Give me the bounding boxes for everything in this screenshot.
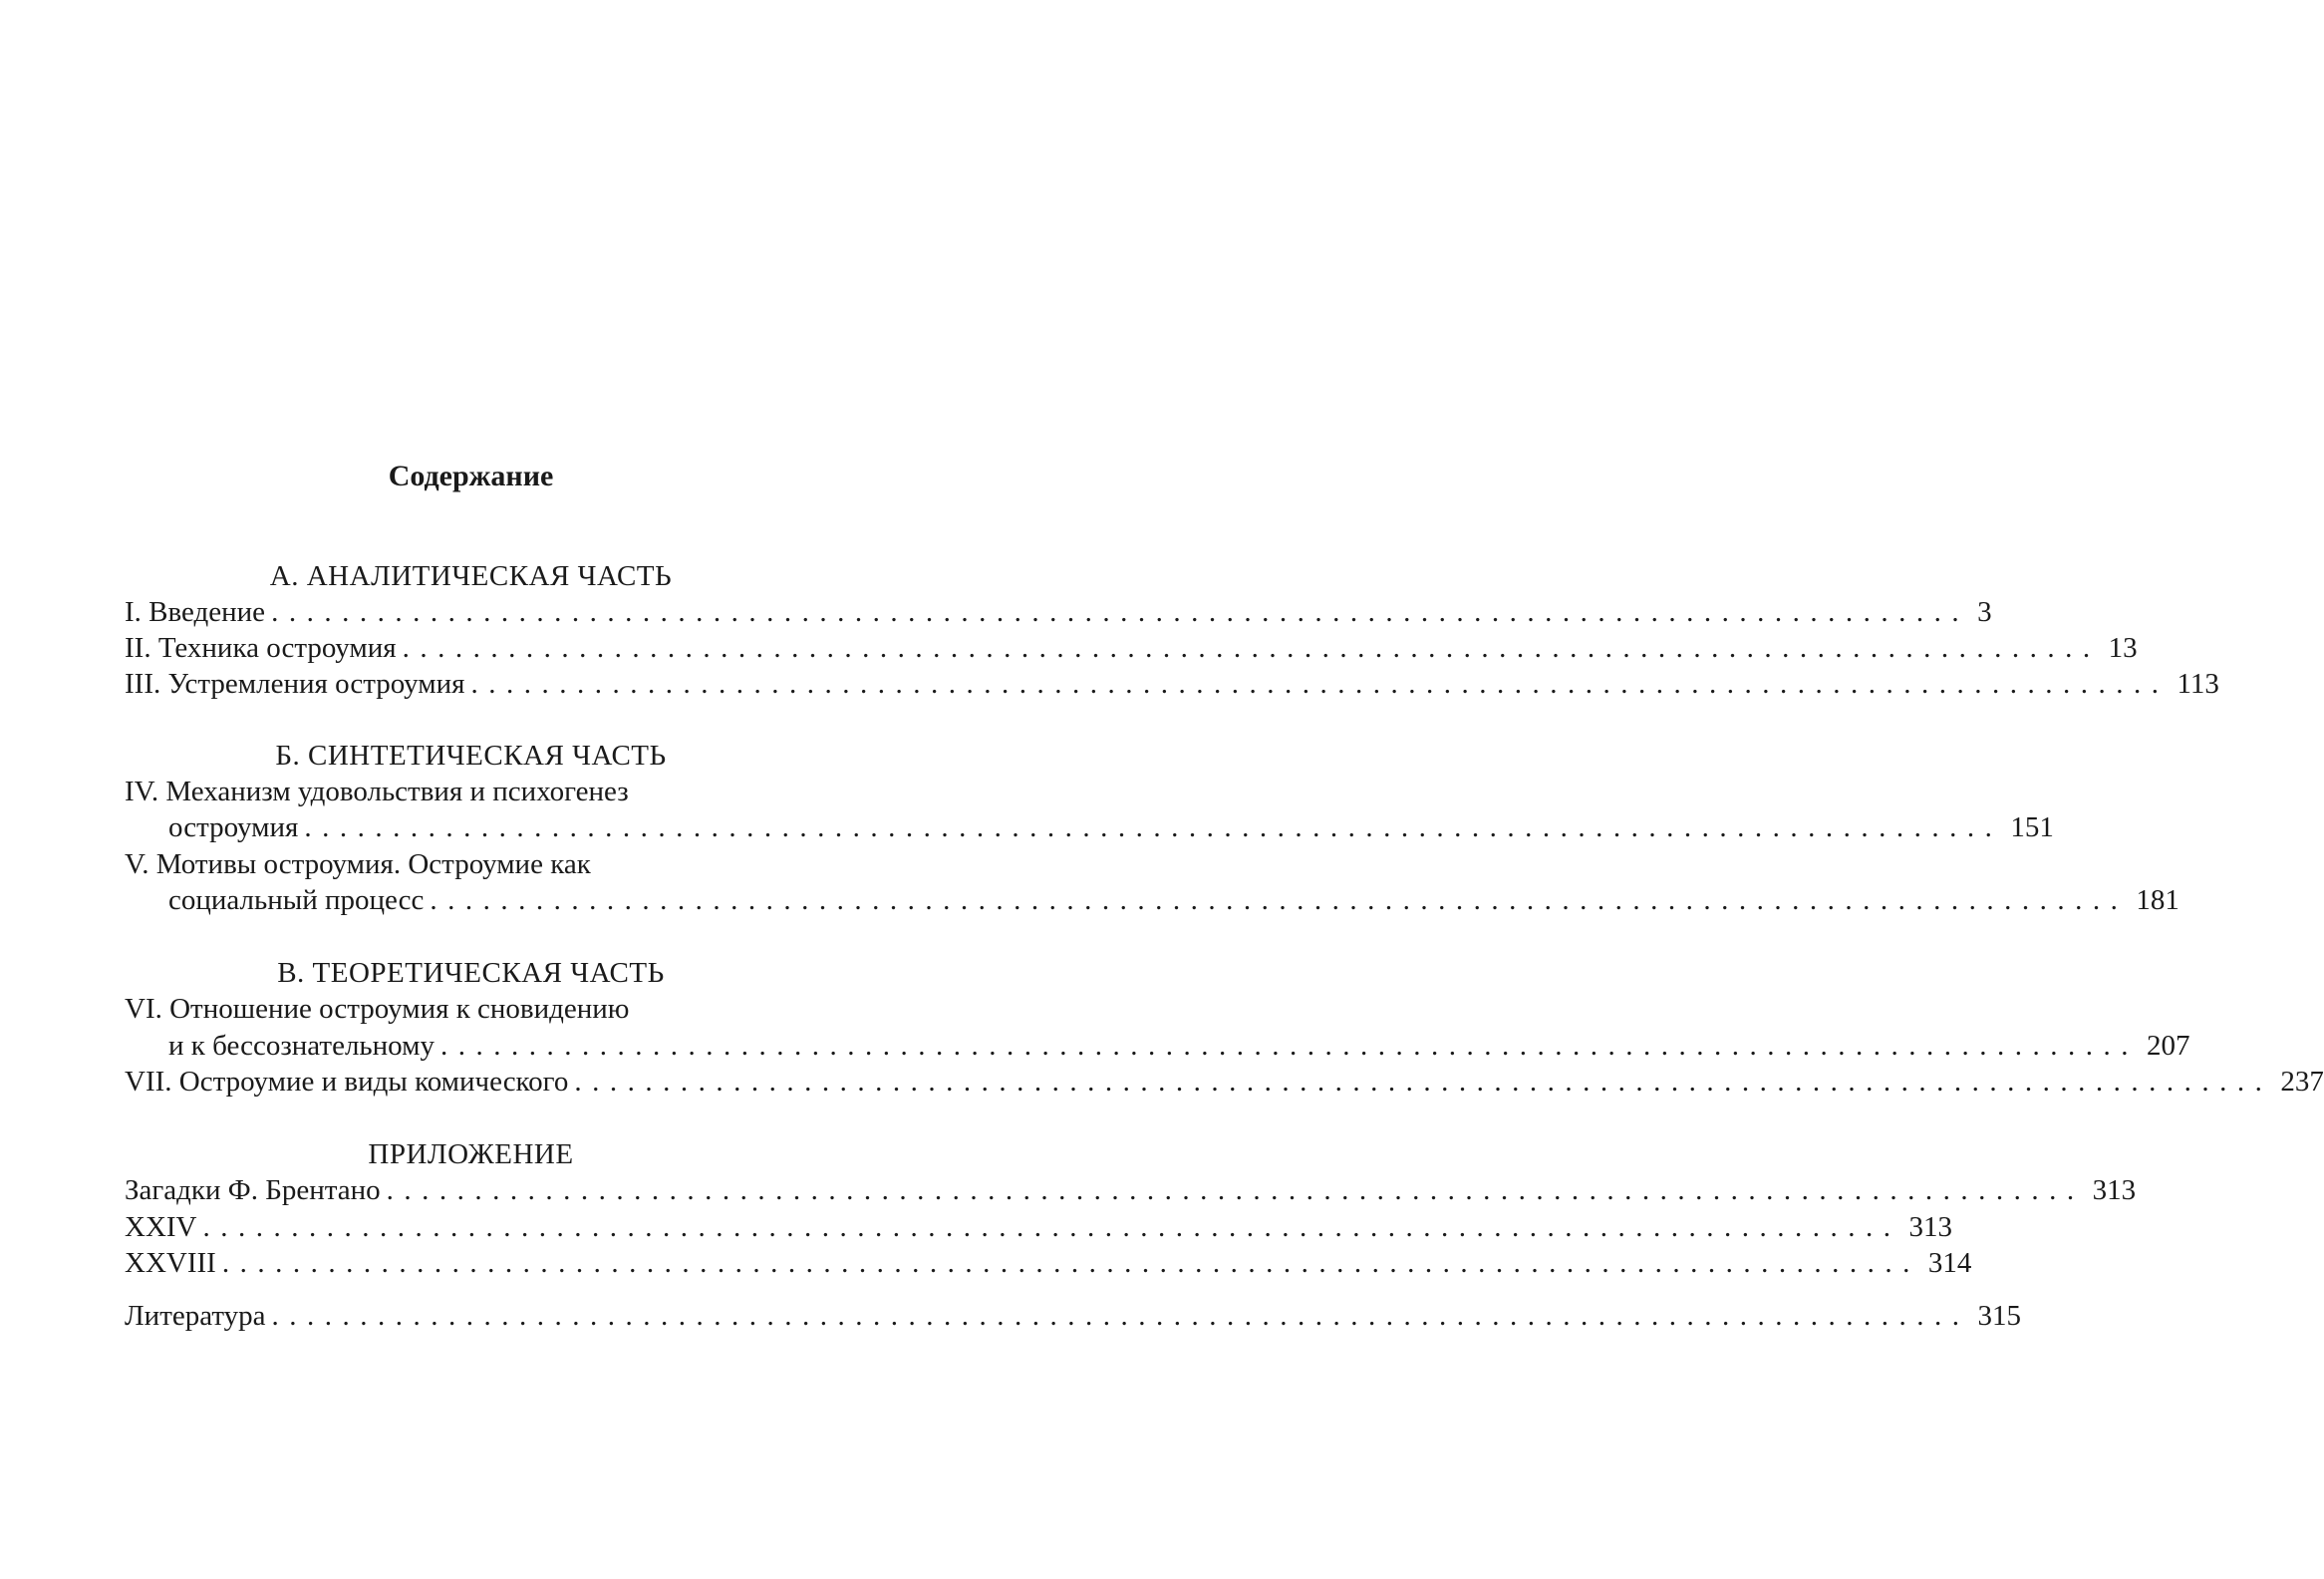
toc-entry-brentano[interactable] bbox=[125, 1172, 2137, 1208]
toc-entry-comic[interactable] bbox=[125, 1064, 2324, 1100]
toc-entry-label: Загадки Ф. Брентано bbox=[125, 1174, 381, 1206]
dot-leader: ................................................................................................ bbox=[271, 1300, 1970, 1332]
toc-entry-xxiv[interactable] bbox=[125, 1209, 1952, 1245]
toc-page-number: 151 bbox=[2010, 811, 2054, 843]
toc-page-number: 181 bbox=[2136, 884, 2179, 916]
section-heading-appendix: ПРИЛОЖЕНИЕ bbox=[368, 1138, 574, 1170]
dot-leader: ................................................................................................ bbox=[439, 1030, 2139, 1062]
section-heading-synthetic: Б. СИНТЕТИЧЕСКАЯ ЧАСТЬ bbox=[275, 740, 667, 772]
toc-page-number: 113 bbox=[2177, 668, 2219, 700]
dot-leader: ................................................................................................ bbox=[402, 632, 2101, 664]
toc-entry-label: I. Введение bbox=[125, 596, 266, 628]
toc-entry-bibliography[interactable] bbox=[125, 1298, 2022, 1334]
table-of-contents bbox=[125, 0, 2324, 1579]
toc-page-number: 237 bbox=[2280, 1066, 2324, 1098]
toc-entry-technique[interactable] bbox=[125, 630, 2138, 666]
toc-entry-label: остроумия bbox=[168, 811, 299, 843]
page-title: Содержание bbox=[388, 460, 554, 492]
toc-entry-label: III. Устремления остроумия bbox=[125, 668, 465, 700]
toc-entry-label: VII. Остроумие и виды комического bbox=[125, 1066, 569, 1098]
section-heading-theoretical: В. ТЕОРЕТИЧЕСКАЯ ЧАСТЬ bbox=[277, 957, 665, 989]
toc-entry-label: XXIV bbox=[125, 1211, 197, 1243]
toc-entry-label: социальный процесс bbox=[168, 884, 425, 916]
toc-entry-motives[interactable] bbox=[168, 882, 2179, 918]
toc-entry-label: XXVIII bbox=[125, 1247, 216, 1279]
toc-entry-label: и к бессознательному bbox=[168, 1030, 435, 1062]
toc-entry-dreams[interactable] bbox=[168, 1028, 2190, 1064]
toc-entry-xxviii[interactable] bbox=[125, 1245, 1972, 1281]
toc-entry-dreams-line1[interactable]: VI. Отношение остроумия к сновидению bbox=[125, 993, 630, 1025]
toc-page-number: 207 bbox=[2146, 1030, 2190, 1062]
toc-entry-tendencies[interactable] bbox=[125, 666, 2219, 702]
toc-entry-introduction[interactable] bbox=[125, 594, 1992, 630]
toc-page-number: 315 bbox=[1977, 1300, 2022, 1332]
dot-leader: ................................................................................................ bbox=[430, 884, 2129, 916]
toc-entry-mechanism[interactable] bbox=[168, 809, 2054, 845]
dot-leader: ................................................................................................ bbox=[386, 1174, 2085, 1206]
toc-page-number: 13 bbox=[2108, 632, 2138, 664]
toc-entry-label: II. Техника остроумия bbox=[125, 632, 397, 664]
dot-leader: ................................................................................................ bbox=[271, 596, 1970, 628]
toc-entry-mechanism-line1[interactable]: IV. Механизм удовольствия и психогенез bbox=[125, 776, 629, 807]
toc-entry-label: Литература bbox=[125, 1300, 266, 1332]
dot-leader: ................................................................................................ bbox=[574, 1066, 2273, 1098]
toc-entry-motives-line1[interactable]: V. Мотивы остроумия. Остроумие как bbox=[125, 848, 591, 880]
toc-page-number: 313 bbox=[2092, 1174, 2137, 1206]
toc-page-number: 3 bbox=[1977, 596, 1992, 628]
dot-leader: ................................................................................................ bbox=[304, 811, 2003, 843]
toc-page-number: 313 bbox=[1908, 1211, 1952, 1243]
dot-leader: ................................................................................................ bbox=[221, 1247, 1920, 1279]
dot-leader: ................................................................................................ bbox=[202, 1211, 1901, 1243]
dot-leader: ................................................................................................ bbox=[470, 668, 2170, 700]
toc-page-number: 314 bbox=[1927, 1247, 1972, 1279]
section-heading-analytic: А. АНАЛИТИЧЕСКАЯ ЧАСТЬ bbox=[269, 560, 673, 592]
